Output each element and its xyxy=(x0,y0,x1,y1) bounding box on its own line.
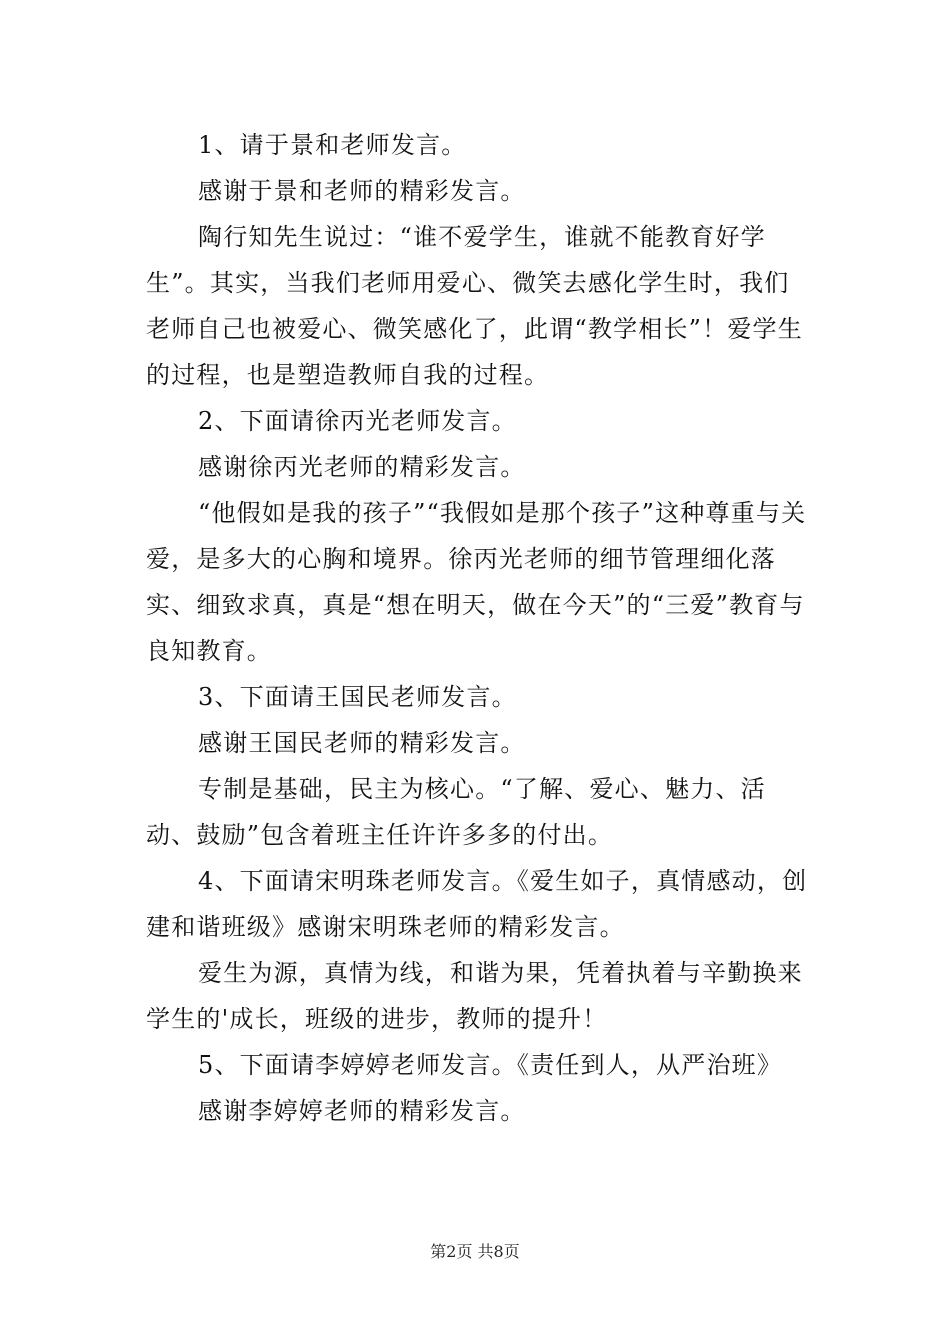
paragraph-speaker-1: 1、请于景和老师发言。 xyxy=(198,131,467,159)
paragraph-comment-4: 爱生为源，真情为线，和谐为果，凭着执着与辛勤换来学生的'成长，班级的进步，教师的提升！ xyxy=(146,959,803,1033)
paragraph-thanks-3: 感谢王国民老师的精彩发言。 xyxy=(198,729,526,757)
page-number-footer: 第2页 共8页 xyxy=(430,1242,520,1261)
paragraph-comment-3: 专制是基础，民主为核心。“了解、爱心、魅力、活动、鼓励”包含着班主任许许多多的付出。 xyxy=(146,775,766,849)
paragraph-speaker-2: 2、下面请徐丙光老师发言。 xyxy=(198,407,517,435)
paragraph-speaker-3: 3、下面请王国民老师发言。 xyxy=(198,683,517,711)
paragraph-speaker-4: 4、下面请宋明珠老师发言。《爱生如子，真情感动，创建和谐班级》感谢宋明珠老师的精彩发言。 xyxy=(146,867,808,941)
paragraph-comment-1: 陶行知先生说过：“谁不爱学生，谁就不能教育好学生”。其实，当我们老师用爱心、微笑去感化学生时，我们老师自己也被爱心、微笑感化了，此谓“教学相长”！爱学生的过程，也是塑造教师自我的过程。 xyxy=(146,223,803,389)
paragraph-speaker-5: 5、下面请李婷婷老师发言。《责任到人，从严治班》 xyxy=(198,1051,783,1079)
paragraph-thanks-2: 感谢徐丙光老师的精彩发言。 xyxy=(198,453,526,481)
paragraph-thanks-5: 感谢李婷婷老师的精彩发言。 xyxy=(198,1097,526,1125)
paragraph-thanks-1: 感谢于景和老师的精彩发言。 xyxy=(198,177,526,205)
document-body xyxy=(146,122,808,1134)
paragraph-comment-2: “他假如是我的孩子”“我假如是那个孩子”这种尊重与关爱，是多大的心胸和境界。徐丙光老师的细节管理细化落实、细致求真，真是“想在明天，做在今天”的“三爱”教育与良知教育。 xyxy=(146,499,807,665)
